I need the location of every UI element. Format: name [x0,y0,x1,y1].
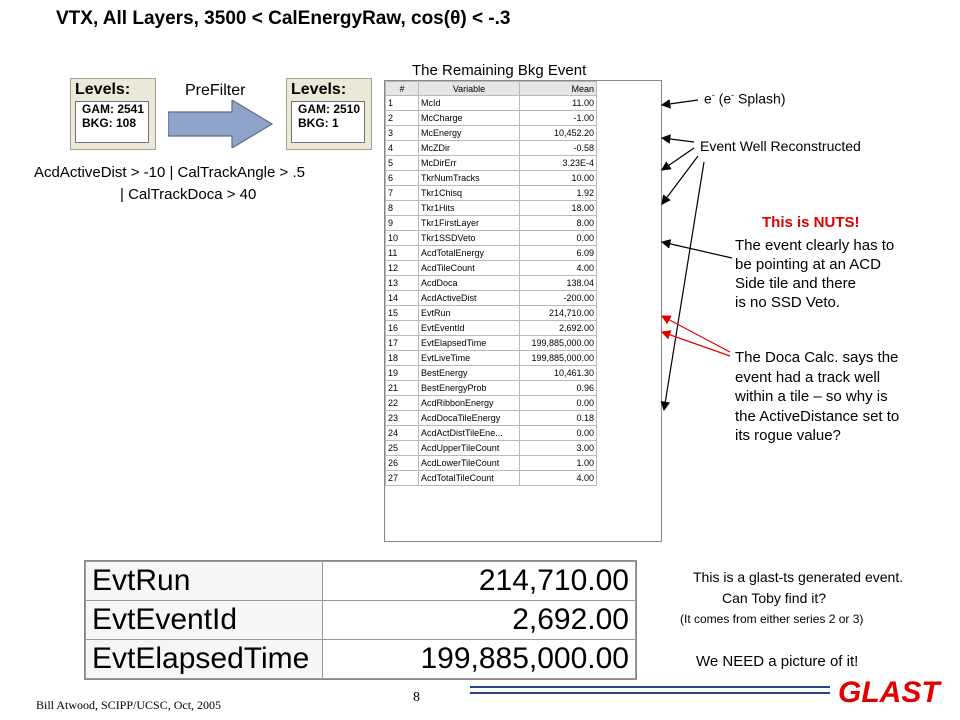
arrow-to-bestenergy [664,162,704,410]
row-mean: 11.00 [520,96,597,111]
need-picture-note: We NEED a picture of it! [696,653,859,670]
zoomed-table [85,561,636,679]
annotation-electron: e- (e- Splash) [704,90,786,107]
row-index: 21 [386,381,419,396]
prefilter-label: PreFilter [185,82,246,99]
row-index: 16 [386,321,419,336]
row-mean: 214,710.00 [520,306,597,321]
row-mean: 4.00 [520,471,597,486]
arrow-to-tkr1chisq [662,156,698,204]
row-index: 25 [386,441,419,456]
footer-author: Bill Atwood, SCIPP/UCSC, Oct, 2005 [36,698,222,712]
row-index: 12 [386,261,419,276]
row-mean: 10,461.30 [520,366,597,381]
row-variable: McDirErr [419,156,520,171]
row-mean: 6.09 [520,246,597,261]
gam-count: GAM: 2541 [82,102,145,116]
row-index: 4 [386,141,419,156]
col-header-mean[interactable]: Mean [520,82,597,96]
row-variable: McZDir [419,141,520,156]
logo-lines [470,684,840,698]
zoom-var-value: 199,885,000.00 [323,640,636,679]
row-mean: 138.04 [520,276,597,291]
row-variable: AcdActDistTileEne... [419,426,520,441]
glast-note-3: (It comes from either series 2 or 3) [680,612,864,626]
row-variable: McCharge [419,111,520,126]
table-title: The Remaining Bkg Event [412,62,587,79]
row-variable: Tkr1SSDVeto [419,231,520,246]
row-index: 26 [386,456,419,471]
arrow-to-mcid [662,100,698,105]
row-index: 1 [386,96,419,111]
row-mean: 10,452.20 [520,126,597,141]
row-variable: McId [419,96,520,111]
arrow-to-firstlayer [662,242,732,258]
annotation-reconstructed: Event Well Reconstructed [700,138,861,154]
row-index: 2 [386,111,419,126]
levels-header: Levels: [291,81,347,98]
glast-note-1: This is a glast-ts generated event. [693,569,904,585]
row-variable: TkrNumTracks [419,171,520,186]
row-mean: 0.00 [520,426,597,441]
red-arrow-to-activedist [662,332,730,356]
row-mean: 8.00 [520,216,597,231]
levels-header: Levels: [75,81,131,98]
row-index: 15 [386,306,419,321]
bkg-count: BKG: 108 [82,116,137,130]
cut-expression-line2: | CalTrackDoca > 40 [120,186,257,203]
col-header-variable[interactable]: Variable [419,82,520,96]
row-variable: AcdDocaTileEnergy [419,411,520,426]
row-variable: Tkr1FirstLayer [419,216,520,231]
nuts-heading: This is NUTS! [762,214,860,231]
row-index: 27 [386,471,419,486]
col-header-index[interactable]: # [386,82,419,96]
row-index: 22 [386,396,419,411]
zoom-var-value: 214,710.00 [323,562,636,601]
table-row [86,562,636,601]
row-index: 10 [386,231,419,246]
row-variable: EvtEventId [419,321,520,336]
row-mean: 3.00 [520,441,597,456]
zoomed-table-container [84,560,637,680]
row-variable: AcdActiveDist [419,291,520,306]
doca-text: The Doca Calc. says the event had a track well within a tile – so why is the ActiveDistance set to its rogue value? [735,349,900,444]
row-variable: Tkr1Chisq [419,186,520,201]
arrow-to-mcenergy [662,138,694,142]
row-variable: BestEnergy [419,366,520,381]
row-index: 24 [386,426,419,441]
gam-count: GAM: 2510 [298,102,361,116]
row-mean: 1.00 [520,456,597,471]
row-mean: -0.58 [520,141,597,156]
row-index: 3 [386,126,419,141]
row-index: 19 [386,366,419,381]
row-variable: AcdDoca [419,276,520,291]
glast-logo: GLAST [838,676,940,709]
row-mean: 199,885,000.00 [520,351,597,366]
row-index: 13 [386,276,419,291]
glast-note-2: Can Toby find it? [722,590,827,606]
row-index: 8 [386,201,419,216]
row-index: 18 [386,351,419,366]
row-variable: EvtLiveTime [419,351,520,366]
row-variable: AcdRibbonEnergy [419,396,520,411]
row-variable: McEnergy [419,126,520,141]
row-mean: 3.23E-4 [520,156,597,171]
row-variable: AcdUpperTileCount [419,441,520,456]
row-variable: BestEnergyProb [419,381,520,396]
row-mean: 4.00 [520,261,597,276]
table-row [86,601,636,640]
page-number: 8 [413,690,420,705]
bkg-count: BKG: 1 [298,116,339,130]
row-variable: EvtRun [419,306,520,321]
zoom-var-name: EvtRun [86,562,323,601]
row-variable: AcdTotalEnergy [419,246,520,261]
row-index: 5 [386,156,419,171]
row-index: 14 [386,291,419,306]
row-mean: 0.00 [520,396,597,411]
row-mean: 0.18 [520,411,597,426]
arrow-to-mcdirerr [662,148,694,170]
row-index: 7 [386,186,419,201]
zoom-var-value: 2,692.00 [323,601,636,640]
row-mean: 2,692.00 [520,321,597,336]
row-variable: EvtElapsedTime [419,336,520,351]
row-variable: Tkr1Hits [419,201,520,216]
cut-expression-line1: AcdActiveDist > -10 | CalTrackAngle > .5 [34,164,305,181]
row-mean: 0.00 [520,231,597,246]
row-variable: AcdLowerTileCount [419,456,520,471]
row-variable: AcdTileCount [419,261,520,276]
zoom-var-name: EvtEventId [86,601,323,640]
row-index: 11 [386,246,419,261]
row-mean: 1.92 [520,186,597,201]
row-mean: 10.00 [520,171,597,186]
zoom-var-name: EvtElapsedTime [86,640,323,679]
table-row [86,640,636,679]
nuts-text: The event clearly has to be pointing at an ACD Side tile and there is no SSD Veto. [735,237,895,311]
row-mean: 199,885,000.00 [520,336,597,351]
row-mean: 0.96 [520,381,597,396]
red-arrow-to-acddoca [662,316,730,352]
row-mean: -200.00 [520,291,597,306]
row-mean: 18.00 [520,201,597,216]
row-variable: AcdTotalTileCount [419,471,520,486]
row-index: 17 [386,336,419,351]
row-index: 6 [386,171,419,186]
slide-title: VTX, All Layers, 3500 < CalEnergyRaw, cos(θ) < -.3 [56,8,511,29]
row-index: 23 [386,411,419,426]
row-mean: -1.00 [520,111,597,126]
row-index: 9 [386,216,419,231]
